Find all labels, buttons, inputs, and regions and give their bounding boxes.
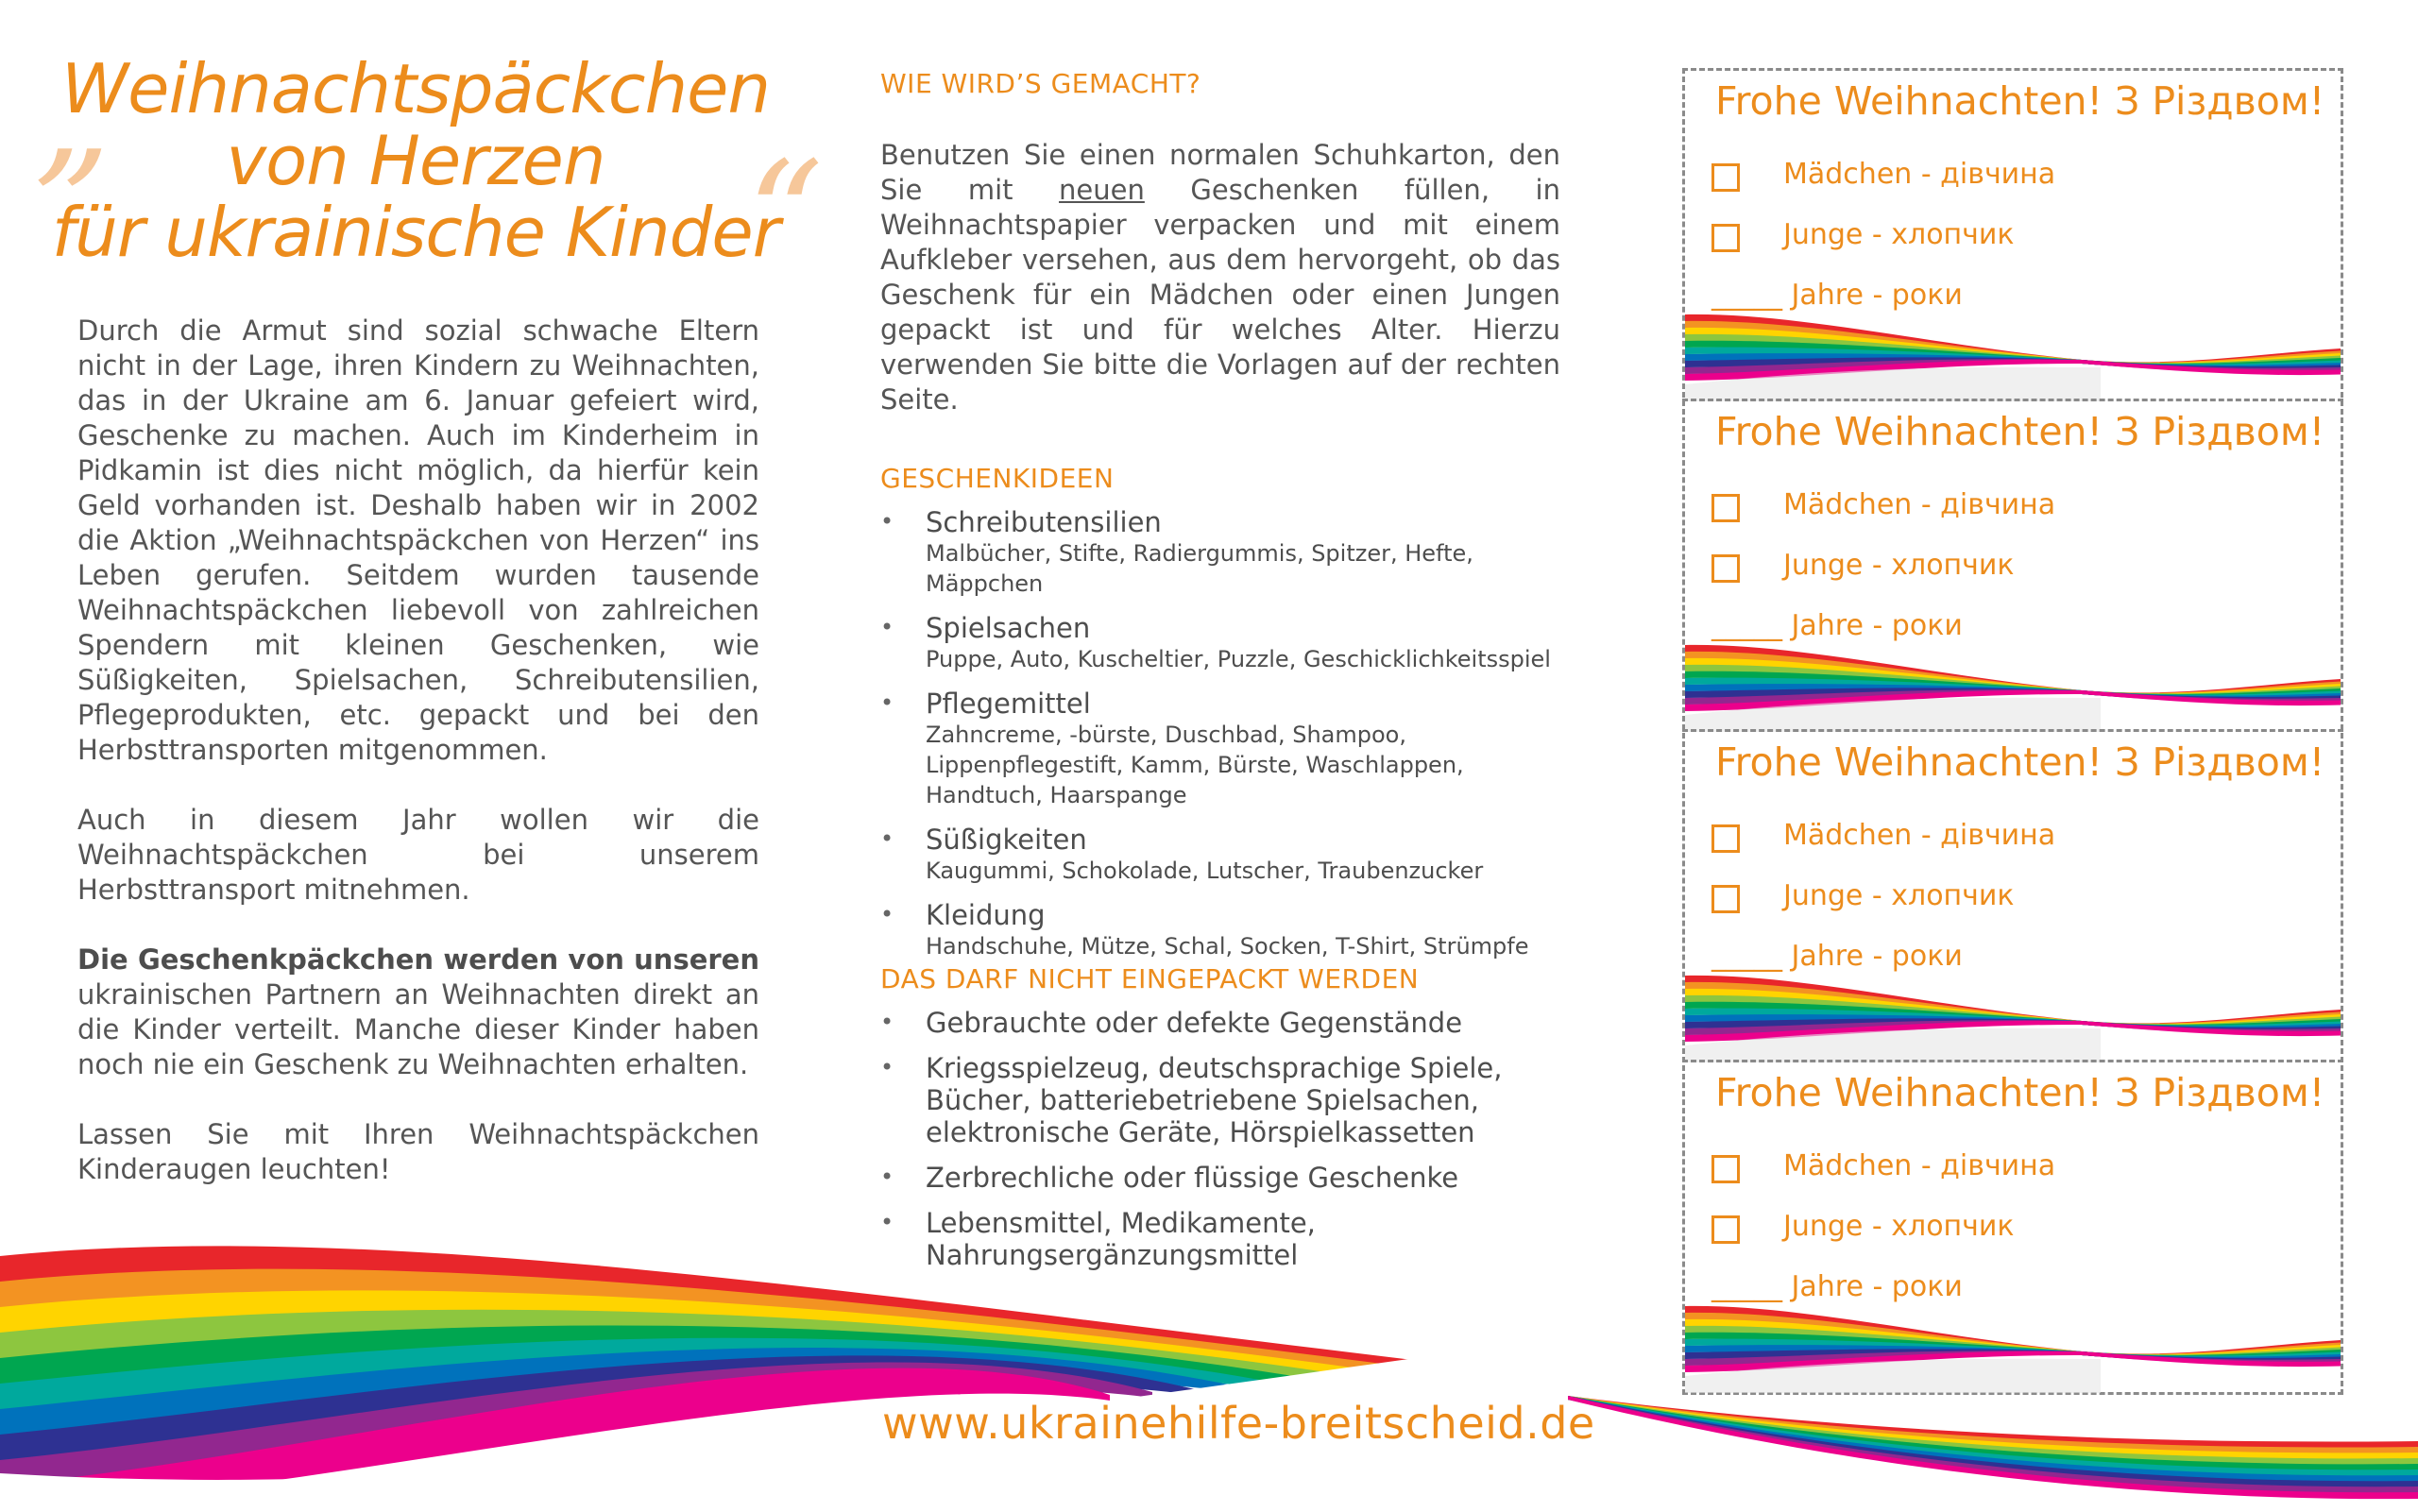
girl-checkbox[interactable] <box>1711 824 1740 853</box>
ideas-heading: GESCHENKIDEEN <box>880 463 1115 494</box>
card-title: Frohe Weihnachten! З Різдвом! <box>1715 1070 2325 1115</box>
intro-paragraph-1: Durch die Armut sind sozial schwache Eltern nicht in der Lage, ihren Kindern zu Weihnachten, das in der Ukraine am 6. Januar gefeiert wird, Geschenke zu machen. Auch im Kinderheim in Pidkamin ist dies nicht möglich, da hierfür kein Geld vorhanden ist. Deshalb haben wir in 2002 die Aktion „Weihnachtspäckchen von Herzen“ ins Leben gerufen. Seitdem wurden tausende Weihnachtspäckchen liebevoll von zahlreichen Spendern mit kleinen Geschenken, wie Süßigkeiten, Spielsachen, Schreibutensilien, Pflegeprodukten, etc. gepackt und bei den Herbsttransporten mitgenommen. <box>77 314 759 766</box>
intro-paragraph-4: Lassen Sie mit Ihren Weihnachtspäckchen Kinderaugen leuchten! <box>77 1118 759 1185</box>
bullet-icon: • <box>880 825 894 852</box>
intro-text <box>77 314 759 1222</box>
bullet-icon: • <box>880 614 894 640</box>
title-line-1: Weihnachtspäckchen <box>60 49 771 128</box>
intro-paragraph-3-rest: ukrainischen Partnern an Weihnachten direkt an die Kinder verteilt. Manche dieser Kinder haben noch nie ein Geschenk zu Weihnachten erhalten. <box>77 978 759 1080</box>
boy-label: Junge - хлопчик <box>1783 879 2015 912</box>
bullet-icon: • <box>880 1209 894 1235</box>
label-card <box>1685 1062 2341 1393</box>
boy-checkbox[interactable] <box>1711 885 1740 913</box>
list-item <box>880 899 1570 961</box>
idea-title: Süßigkeiten <box>926 824 1087 856</box>
card-title: Frohe Weihnachten! З Різдвом! <box>1715 78 2325 124</box>
intro-paragraph-3-bold: Die Geschenkpäckchen werden von unseren <box>77 943 759 976</box>
title-line-2: von Herzen <box>226 121 605 200</box>
label-card <box>1685 732 2341 1062</box>
girl-checkbox[interactable] <box>1711 1155 1740 1183</box>
girl-label: Mädchen - дівчина <box>1783 1149 2056 1182</box>
list-item <box>880 1007 1570 1039</box>
opening-quote-mark: „ <box>34 25 112 201</box>
dont-item: Zerbrechliche oder flüssige Geschenke <box>926 1162 1459 1194</box>
boy-label: Junge - хлопчик <box>1783 549 2015 582</box>
bullet-icon: • <box>880 1054 894 1080</box>
card-rainbow-swoosh <box>1685 637 2341 732</box>
age-field[interactable]: _____ Jahre - роки <box>1711 609 1963 642</box>
idea-examples: Zahncreme, -bürste, Duschbad, Shampoo, Lippenpflegestift, Kamm, Bürste, Waschlappen, Handtuch, Haarspange <box>926 722 1464 808</box>
idea-examples: Kaugummi, Schokolade, Lutscher, Traubenzucker <box>926 858 1484 884</box>
title-line-3: für ukrainische Kinder <box>51 193 780 272</box>
bullet-icon: • <box>880 508 894 535</box>
boy-checkbox[interactable] <box>1711 554 1740 583</box>
card-rainbow-swoosh <box>1685 1299 2341 1393</box>
main-title <box>0 49 831 272</box>
how-text-post: Geschenken füllen, in Weihnachtspapier verpacken und mit einem Aufkleber versehen, aus dem hervorgeht, ob das Geschenk für ein Mädchen oder einen Jungen gepackt ist und für welches Alter. Hierzu verwenden Sie bitte die Vorlagen auf der rechten Seite. <box>880 174 1560 416</box>
girl-checkbox[interactable] <box>1711 494 1740 522</box>
dont-list <box>880 1007 1570 1284</box>
dont-heading: DAS DARF NICHT EINGEPACKT WERDEN <box>880 963 1420 994</box>
idea-examples: Puppe, Auto, Kuscheltier, Puzzle, Geschicklichkeitsspiel <box>926 646 1551 672</box>
boy-checkbox[interactable] <box>1711 1215 1740 1244</box>
label-cards <box>1682 68 2343 1395</box>
dont-item: Gebrauchte oder defekte Gegenstände <box>926 1007 1463 1039</box>
dont-item: Kriegsspielzeug, deutschsprachige Spiele, Bücher, batteriebetriebene Spielsachen, elektronische Geräte, Hörspielkassetten <box>926 1052 1503 1148</box>
age-field[interactable]: _____ Jahre - роки <box>1711 279 1963 312</box>
intro-paragraph-3 <box>77 943 759 1082</box>
list-item <box>880 824 1570 886</box>
girl-label: Mädchen - дівчина <box>1783 819 2056 852</box>
list-item <box>880 1207 1570 1271</box>
dont-item: Lebensmittel, Medikamente, Nahrungsergänzungsmittel <box>926 1207 1316 1271</box>
idea-examples: Handschuhe, Mütze, Schal, Socken, T-Shirt, Strümpfe <box>926 933 1529 960</box>
closing-quote-mark: “ <box>746 128 824 305</box>
bullet-icon: • <box>880 1164 894 1190</box>
ideas-list <box>880 506 1570 975</box>
card-title: Frohe Weihnachten! З Різдвом! <box>1715 739 2325 785</box>
age-field[interactable]: _____ Jahre - роки <box>1711 940 1963 973</box>
card-rainbow-swoosh <box>1685 968 2341 1062</box>
idea-title: Kleidung <box>926 899 1046 931</box>
list-item <box>880 688 1570 810</box>
girl-checkbox[interactable] <box>1711 163 1740 192</box>
rainbow-swoosh-bottom-right <box>1568 1388 2418 1512</box>
list-item <box>880 612 1570 674</box>
how-text-pre: Benutzen Sie einen normalen Schuhkarton, den Sie mit <box>880 139 1560 206</box>
bullet-icon: • <box>880 689 894 716</box>
label-card <box>1685 71 2341 401</box>
list-item <box>880 506 1570 599</box>
bullet-icon: • <box>880 1009 894 1035</box>
idea-title: Spielsachen <box>926 612 1091 644</box>
card-rainbow-swoosh <box>1685 307 2341 401</box>
intro-paragraph-2: Auch in diesem Jahr wollen wir die Weihnachtspäckchen bei unserem Herbsttransport mitnehmen. <box>77 804 759 906</box>
idea-title: Pflegemittel <box>926 688 1091 720</box>
boy-label: Junge - хлопчик <box>1783 1210 2015 1243</box>
how-text-underlined: neuen <box>1059 174 1145 206</box>
how-text <box>880 138 1560 417</box>
boy-checkbox[interactable] <box>1711 224 1740 252</box>
list-item <box>880 1162 1570 1194</box>
idea-title: Schreibutensilien <box>926 506 1162 538</box>
age-field[interactable]: _____ Jahre - роки <box>1711 1270 1963 1303</box>
list-item <box>880 1052 1570 1148</box>
bullet-icon: • <box>880 901 894 927</box>
how-heading: WIE WIRD’S GEMACHT? <box>880 68 1201 99</box>
boy-label: Junge - хлопчик <box>1783 218 2015 251</box>
girl-label: Mädchen - дівчина <box>1783 158 2056 191</box>
idea-examples: Malbücher, Stifte, Radiergummis, Spitzer, Hefte, Mäppchen <box>926 540 1473 597</box>
website-url[interactable]: www.ukrainehilfe-breitscheid.de <box>882 1398 1595 1449</box>
girl-label: Mädchen - дівчина <box>1783 488 2056 521</box>
label-card <box>1685 401 2341 732</box>
card-title: Frohe Weihnachten! З Різдвом! <box>1715 409 2325 454</box>
